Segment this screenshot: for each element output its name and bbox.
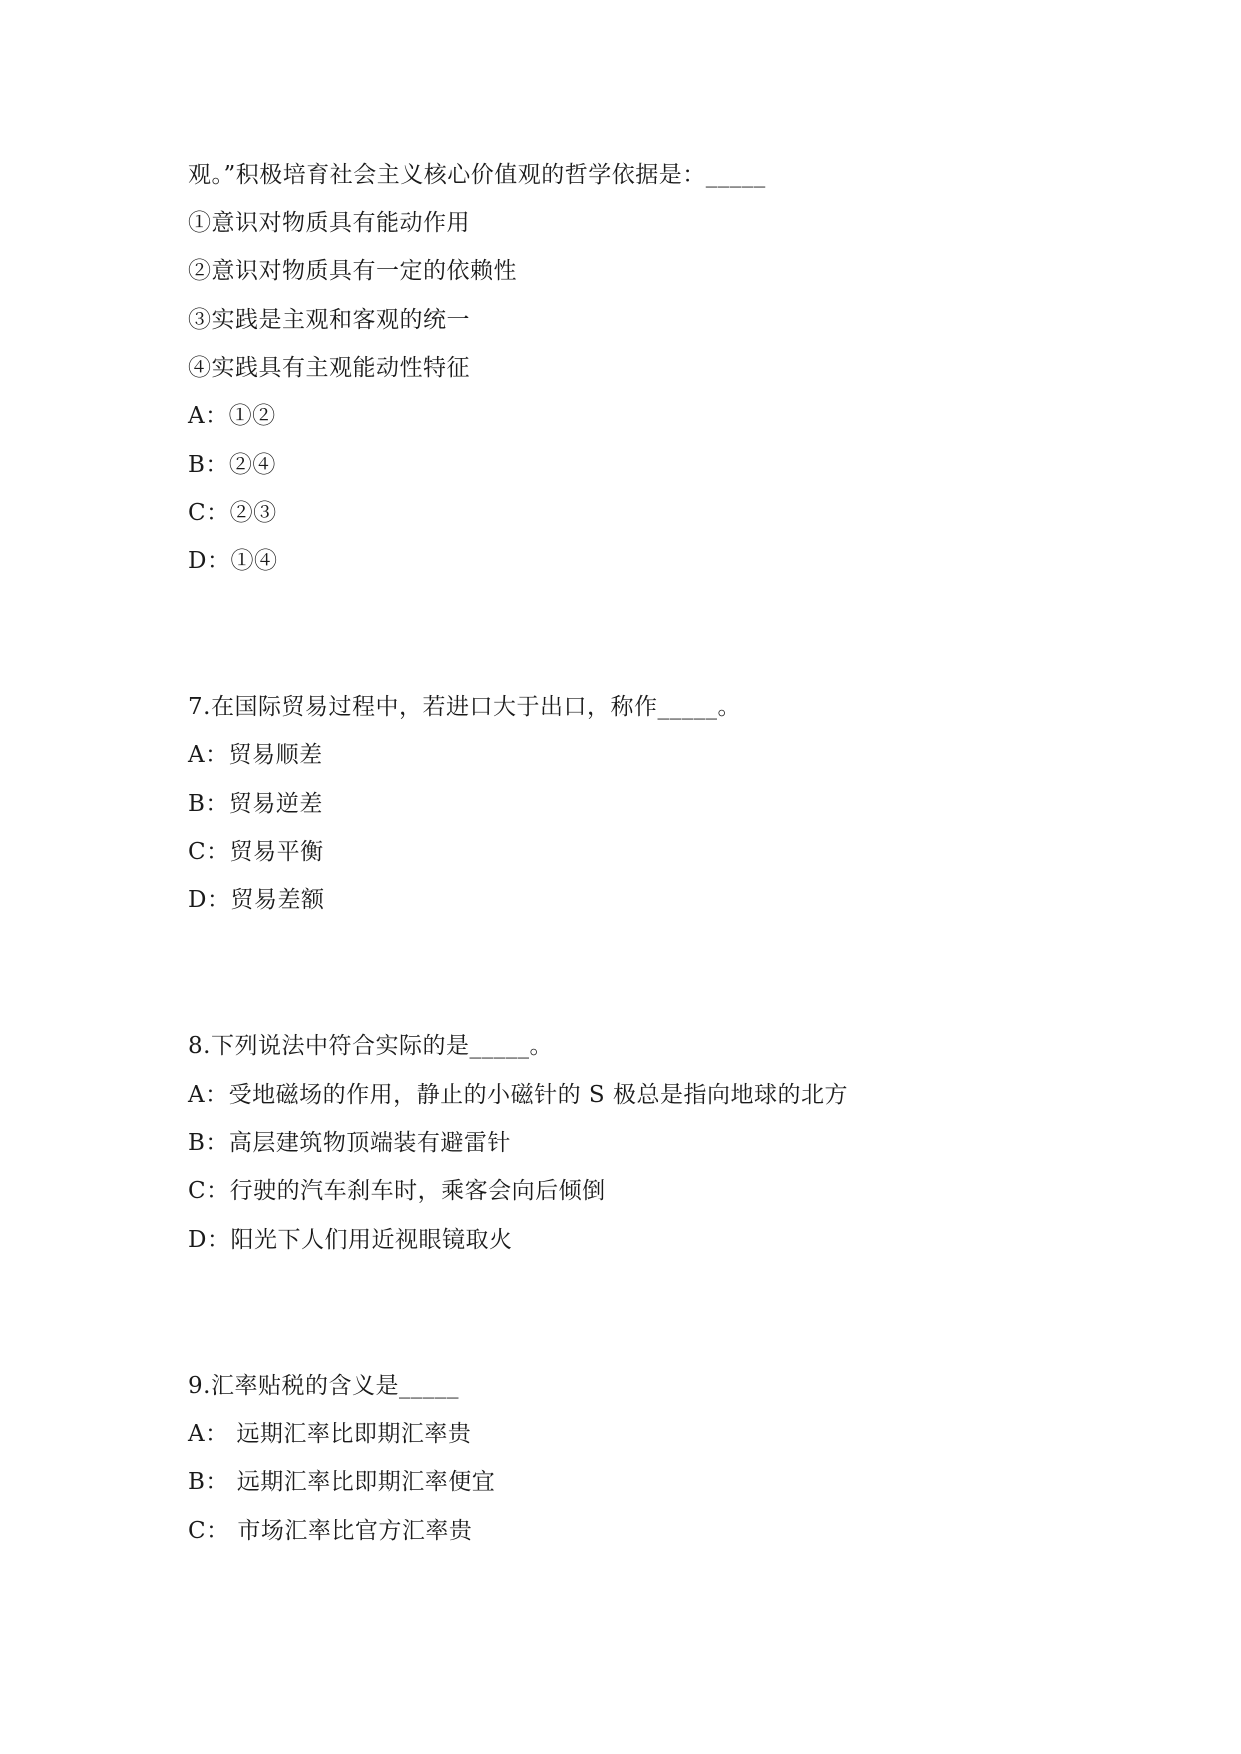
q6-statement-1: ①意识对物质具有能动作用: [188, 210, 470, 236]
q8-option-b: B：高层建筑物顶端装有避雷针: [188, 1130, 511, 1156]
q6-stem-tail: 观。”积极培育社会主义核心价值观的哲学依据是：_____: [188, 162, 766, 188]
q8-option-d: D：阳光下人们用近视眼镜取火: [188, 1227, 513, 1253]
q6-option-c: C：②③: [188, 500, 277, 526]
q6-option-a: A：①②: [188, 403, 276, 429]
q6-option-b: B：②④: [188, 452, 276, 478]
q7-option-c: C：贸易平衡: [188, 839, 324, 865]
q8-option-a: A：受地磁场的作用，静止的小磁针的 S 极总是指向地球的北方: [188, 1082, 848, 1108]
q9-option-c: C： 市场汇率比官方汇率贵: [188, 1518, 473, 1544]
q7-stem: 7.在国际贸易过程中，若进口大于出口，称作_____。: [188, 694, 741, 720]
q6-statement-3: ③实践是主观和客观的统一: [188, 307, 470, 333]
q8-stem: 8.下列说法中符合实际的是_____。: [188, 1033, 553, 1059]
q9-option-a: A： 远期汇率比即期汇率贵: [188, 1421, 472, 1447]
q7-option-b: B：贸易逆差: [188, 791, 323, 817]
q6-statement-4: ④实践具有主观能动性特征: [188, 355, 470, 381]
q9-stem: 9.汇率贴税的含义是_____: [188, 1373, 459, 1399]
q7-option-d: D：贸易差额: [188, 887, 325, 913]
q6-statement-2: ②意识对物质具有一定的依赖性: [188, 258, 517, 284]
q7-option-a: A：贸易顺差: [188, 742, 323, 768]
q8-option-c: C：行驶的汽车刹车时，乘客会向后倾倒: [188, 1178, 606, 1204]
q6-option-d: D：①④: [188, 548, 278, 574]
q9-option-b: B： 远期汇率比即期汇率便宜: [188, 1469, 496, 1495]
